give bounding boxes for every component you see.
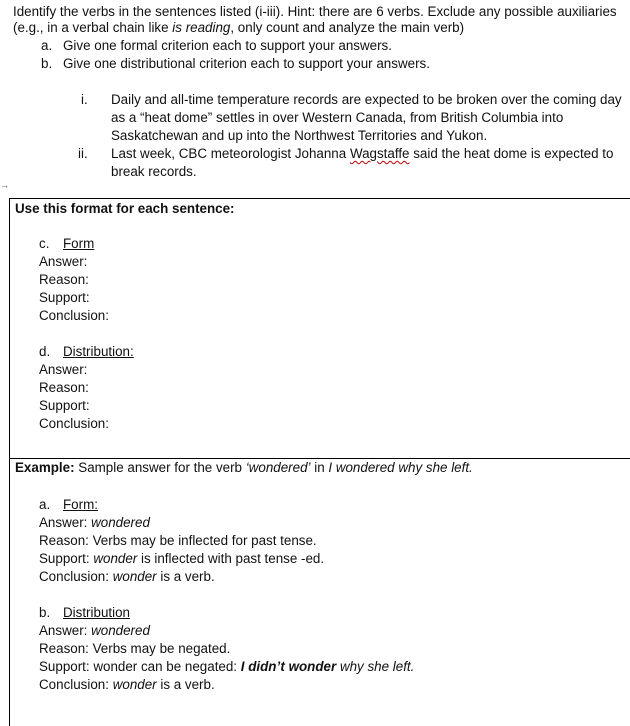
example-distribution-title: Distribution [63, 605, 130, 620]
example-form-answer [39, 514, 150, 532]
example-form-conclusion-rest: is a verb. [156, 569, 215, 584]
example-distribution-conclusion [39, 676, 215, 694]
sentence-i-line-2: as a “heat dome” settles in over Western Canada, from British Columbia into [111, 110, 564, 125]
example-form-support-rest: is inflected with past tense -ed. [137, 551, 325, 566]
example-distribution-reason: Reason: Verbs may be negated. [39, 641, 231, 656]
example-form-conclusion [39, 568, 215, 586]
format-distribution-conclusion: Conclusion: [39, 416, 109, 431]
format-form-answer: Answer: [39, 254, 88, 269]
sentence-ii-line-1-a: Last week, CBC meteorologist Johanna [111, 146, 350, 161]
format-distribution-marker: d. [39, 344, 51, 359]
example-distribution-support-text: Support: wonder can be negated: [39, 659, 241, 674]
example-form-answer-label: Answer: [39, 515, 92, 530]
format-form-marker: c. [39, 236, 50, 251]
example-distribution-support-tail: why she left. [336, 659, 415, 674]
sentence-ii-line-2: break records. [111, 164, 197, 179]
sentence-ii-marker: ii. [78, 146, 88, 161]
sentence-i-line-3: Saskatchewan and up into the Northwest Territories and Yukon. [111, 128, 488, 143]
format-form-title: Form [63, 236, 95, 251]
example-distribution-answer-label: Answer: [39, 623, 92, 638]
example-sentence: I wondered why she left. [328, 460, 473, 475]
example-form-answer-value: wondered [91, 515, 150, 530]
intro-line-2-a: (e.g., in a verbal chain like [13, 20, 173, 35]
example-form-support-word: wonder [93, 551, 138, 566]
format-distribution-title: Distribution: [63, 344, 134, 359]
format-form-support: Support: [39, 290, 90, 305]
format-form-conclusion: Conclusion: [39, 308, 109, 323]
example-text-b: in [310, 460, 329, 475]
example-distribution-conclusion-label: Conclusion: [39, 677, 113, 692]
example-label: Example: [15, 460, 75, 475]
example-text-a: Sample answer for the verb [74, 460, 246, 475]
spelling-flag[interactable]: Wagstaffe [349, 146, 410, 161]
table-left-border [9, 198, 10, 726]
intro-line-2-b: , only count and analyze the main verb) [230, 20, 465, 35]
sentence-i-line-1: Daily and all-time temperature records are expected to be broken over the coming day [111, 92, 622, 107]
example-distribution-answer-value: wondered [91, 623, 150, 638]
example-form-title: Form: [63, 497, 98, 512]
sentence-i-marker: i. [81, 92, 88, 107]
example-distribution-answer [39, 622, 150, 640]
intro-item-a-text: Give one formal criterion each to support your answers. [63, 38, 392, 53]
intro-line-2 [13, 19, 464, 37]
intro-line-2-italic: is reading [172, 20, 231, 35]
example-form-conclusion-label: Conclusion: [39, 569, 113, 584]
example-heading [15, 459, 473, 477]
sentence-ii-line-1-b: said the heat dome is expected to [409, 146, 614, 161]
example-distribution-marker: b. [39, 605, 51, 620]
format-distribution-support: Support: [39, 398, 90, 413]
intro-line-1: Identify the verbs in the sentences listed (i-iii). Hint: there are 6 verbs. Exclude any possible auxiliaries [13, 4, 617, 19]
example-verb: ‘wondered’ [245, 460, 311, 475]
table-top-border [9, 198, 630, 199]
example-distribution-conclusion-word: wonder [112, 677, 157, 692]
intro-item-b-text: Give one distributional criterion each to support your answers. [63, 56, 430, 71]
intro-item-b-marker: b. [41, 56, 53, 71]
intro-item-a-marker: a. [41, 38, 53, 53]
sentence-ii-line-1 [111, 145, 613, 163]
format-distribution-reason: Reason: [39, 380, 89, 395]
example-distribution-support [39, 658, 414, 676]
example-distribution-conclusion-rest: is a verb. [156, 677, 215, 692]
example-form-conclusion-word: wonder [112, 569, 157, 584]
example-distribution-support-negation: I didn’t wonder [240, 659, 337, 674]
example-form-marker: a. [39, 497, 51, 512]
format-form-reason: Reason: [39, 272, 89, 287]
example-form-support [39, 550, 324, 568]
example-form-support-label: Support: [39, 551, 94, 566]
format-heading: Use this format for each sentence: [15, 201, 235, 216]
format-distribution-answer: Answer: [39, 362, 88, 377]
example-form-reason: Reason: Verbs may be inflected for past tense. [39, 533, 317, 548]
paragraph-arrow-icon: → [0, 180, 9, 190]
